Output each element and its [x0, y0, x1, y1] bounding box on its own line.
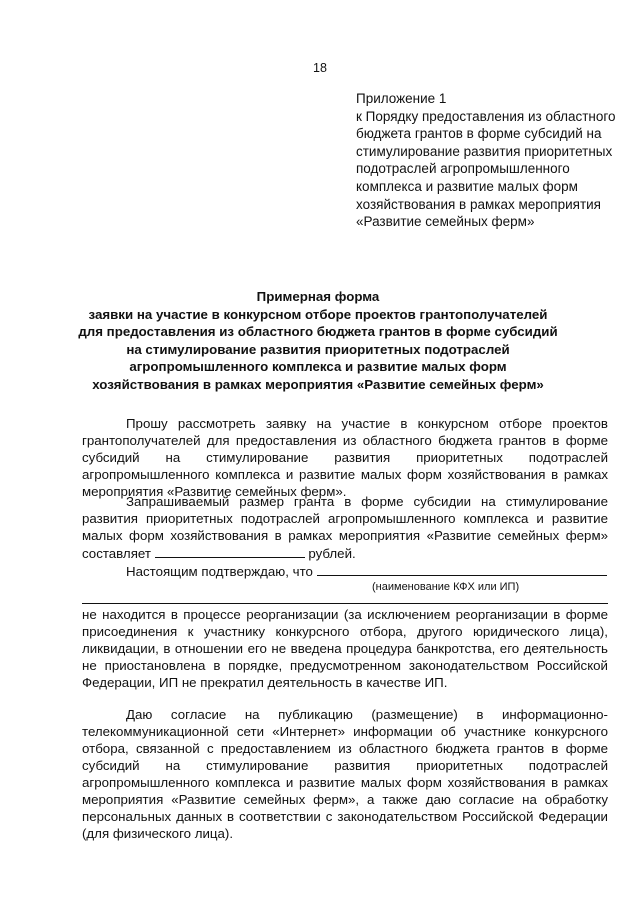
paragraph-grant-amount	[82, 493, 608, 562]
appendix-body: к Порядку предоставления из областного бюджета грантов в форме субсидий на стимулирование развития приоритетных подотраслей агропромышленного комплекса и развитие малых форм хозяйствования в рамках мероприятия «Развитие семейных ферм»	[356, 108, 616, 230]
form-heading-title: Примерная форма	[256, 289, 380, 304]
applicant-name-caption: (наименование КФХ или ИП)	[372, 581, 520, 593]
applicant-name-rule	[82, 603, 608, 604]
grant-amount-unit: рублей.	[308, 546, 356, 561]
form-heading	[78, 288, 558, 394]
form-heading-subtitle: заявки на участие в конкурсном отборе проектов грантополучателей для предоставления из областного бюджета грантов в форме субсидий на стимулирование развития приоритетных подотраслей агропромышленного комплекса и развитие малых форм хозяйствования в рамках мероприятия «Развитие семейных ферм»	[78, 306, 558, 392]
grant-amount-blank	[155, 544, 305, 558]
grant-amount-text: Запрашиваемый размер гранта в форме субсидии на стимулирование развития приоритетных подотраслей агропромышленного комплекса и развитие малых форм хозяйствования в рамках мероприятия «Развитие семейных ферм» составляет	[82, 494, 608, 561]
applicant-name-blank	[317, 562, 607, 576]
confirmation-lead: Настоящим подтверждаю, что	[126, 564, 313, 579]
paragraph-publication-consent: Даю согласие на публикацию (размещение) в информационно-телекоммуникационной сети «Интернет» информации об участнике конкурсного отбора, связанной с предоставлением из областного бюджета грантов в форме субсидий на стимулирование развития приоритетных подотраслей агропромышленного комплекса и развитие малых форм хозяйствования в рамках мероприятия «Развитие семейных ферм», а также даю согласие на обработку персональных данных в соответствии с законодательством Российской Федерации (для физического лица).	[82, 707, 608, 841]
appendix-block	[356, 90, 616, 231]
paragraph-request: Прошу рассмотреть заявку на участие в конкурсном отборе проектов грантополучателей для предоставления из областного бюджета грантов в форме субсидий на стимулирование развития приоритетных подотраслей агропромышленного комплекса и развитие малых форм хозяйствования в рамках мероприятия «Развитие семейных ферм».	[82, 416, 608, 499]
appendix-title: Приложение 1	[356, 91, 447, 106]
page-number: 18	[313, 61, 327, 75]
confirmation-line	[82, 562, 608, 580]
paragraph-status-confirmation: не находится в процессе реорганизации (за исключением реорганизации в форме присоединения к участнику конкурсного отбора, другого юридического лица), ликвидации, в отношении его не введена процедура банкротства, его деятельность не приостановлена в порядке, предусмотренном законодательством Российской Федерации, ИП не прекратил деятельность в качестве ИП.	[82, 607, 608, 690]
